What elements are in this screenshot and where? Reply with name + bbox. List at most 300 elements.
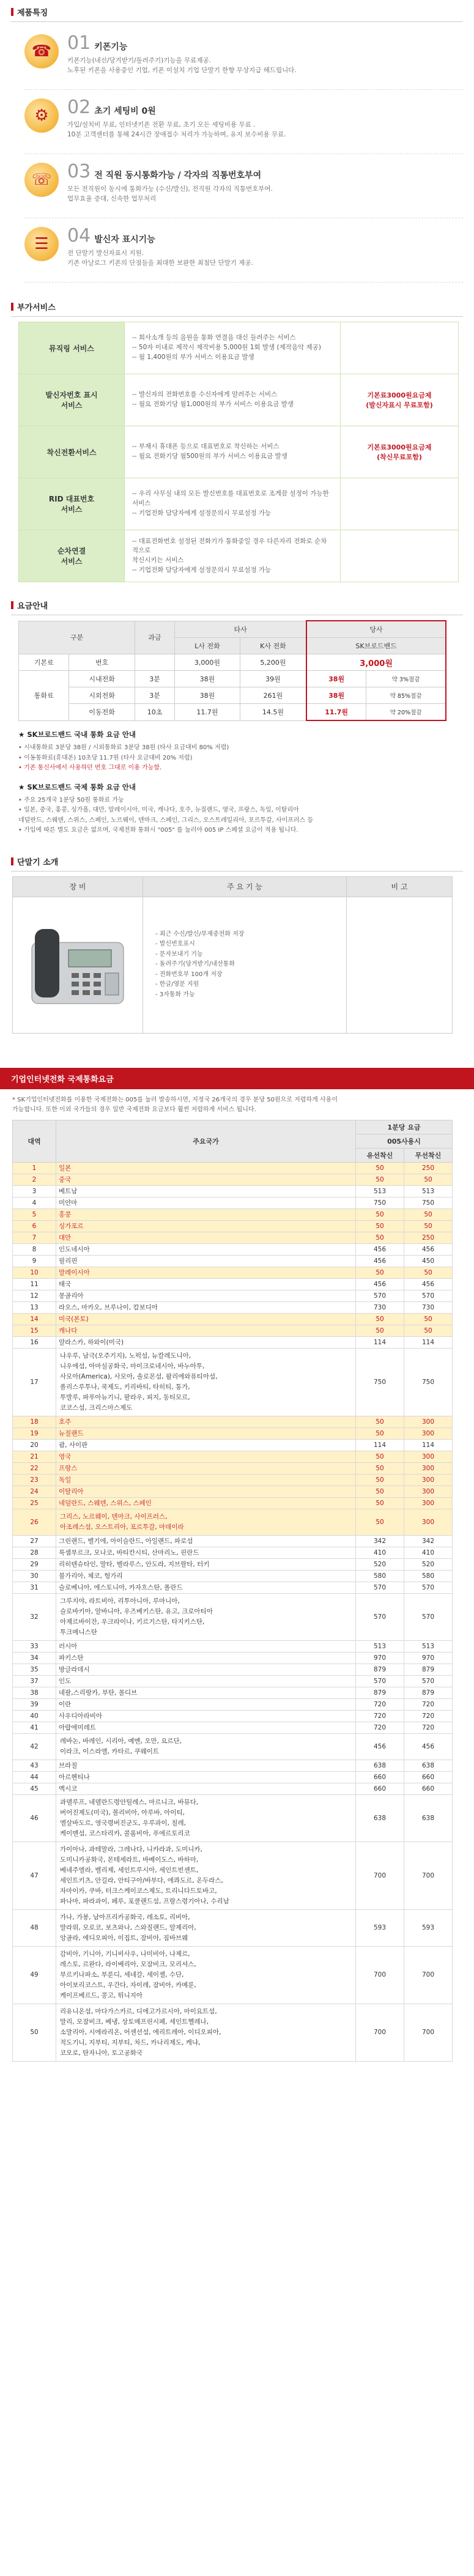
rate-area: 40 bbox=[13, 1710, 56, 1722]
rate-wired: 50 bbox=[356, 1220, 404, 1232]
rate-area: 30 bbox=[13, 1570, 56, 1582]
rate-countries: 아르헨티나 bbox=[56, 1771, 356, 1783]
rate-wired: 50 bbox=[356, 1497, 404, 1509]
rate-countries: 알라스카, 하와이(미국) bbox=[56, 1336, 356, 1348]
rate-area: 21 bbox=[13, 1451, 56, 1462]
rate-area: 47 bbox=[13, 1841, 56, 1909]
rate-row bbox=[13, 1486, 453, 1497]
rate-wired: 970 bbox=[356, 1652, 404, 1664]
feature-desc: 가입/설치비 무료, 인터넷키폰 전환 무료, 초기 모든 세팅비용 무료 . 10분 고객센터를 통해 24시간 장애접수 처리가 가능하며, 유지 보수비용 무료. bbox=[67, 121, 286, 138]
rate-mobile: 570 bbox=[404, 1290, 453, 1301]
rate-row bbox=[13, 1909, 453, 1946]
rate-row bbox=[13, 1348, 453, 1416]
feature-number: 04 bbox=[67, 225, 91, 246]
rates-head-wired: 유선착신 bbox=[356, 1148, 404, 1162]
rate-wired: 700 bbox=[356, 1946, 404, 2004]
rate-mobile: 300 bbox=[404, 1462, 453, 1474]
rate-area: 48 bbox=[13, 1909, 56, 1946]
rate-countries: 영국 bbox=[56, 1451, 356, 1462]
rate-row bbox=[13, 1582, 453, 1593]
rate-area: 13 bbox=[13, 1301, 56, 1313]
rate-row bbox=[13, 1497, 453, 1509]
rates-head-mobile: 무선착신 bbox=[404, 1148, 453, 1162]
rate-wired: 730 bbox=[356, 1301, 404, 1313]
rate-row bbox=[13, 1267, 453, 1278]
note-line: • 시내통화료 3분당 38원 / 시외통화료 3분당 38원 (타사 요금대비 80% 저렴) bbox=[18, 744, 229, 751]
fee-head-unit: 과금 bbox=[135, 621, 174, 654]
rate-row bbox=[13, 1255, 453, 1267]
rate-countries: 네덜란드, 스웨덴, 스위스, 스페인 bbox=[56, 1497, 356, 1509]
rate-wired: 456 bbox=[356, 1255, 404, 1267]
fee-head-kt: K사 전화 bbox=[240, 638, 306, 654]
fee-sub: 번호 bbox=[69, 654, 135, 671]
device-function: - 돌려주기(당겨받기/내선통화 bbox=[155, 961, 235, 968]
rate-mobile: 750 bbox=[404, 1348, 453, 1416]
section-marker bbox=[11, 303, 13, 311]
rate-row bbox=[13, 1698, 453, 1710]
rate-area: 10 bbox=[13, 1267, 56, 1278]
rate-area: 46 bbox=[13, 1794, 56, 1841]
rate-countries: 사우디아라비아 bbox=[56, 1710, 356, 1722]
rate-area: 19 bbox=[13, 1427, 56, 1439]
rate-wired: 50 bbox=[356, 1267, 404, 1278]
rate-mobile: 700 bbox=[404, 2004, 453, 2061]
rate-mobile: 50 bbox=[404, 1208, 453, 1220]
feature-number: 02 bbox=[67, 97, 91, 118]
fee-sk: 38원 bbox=[306, 671, 366, 687]
rate-area: 17 bbox=[13, 1348, 56, 1416]
rate-wired: 50 bbox=[356, 1162, 404, 1174]
fee-table bbox=[18, 620, 446, 721]
device-head-equip: 장 비 bbox=[13, 876, 143, 897]
feature-body bbox=[67, 227, 253, 268]
fee-head-sk: SK브로드밴드 bbox=[306, 638, 446, 654]
rate-area: 8 bbox=[13, 1243, 56, 1255]
rate-row bbox=[13, 1416, 453, 1427]
device-function: - 문자보내기 기능 bbox=[155, 950, 203, 958]
rate-area: 5 bbox=[13, 1208, 56, 1220]
rates-head-area: 대역 bbox=[13, 1120, 56, 1162]
fee-head-others: 타사 bbox=[175, 621, 306, 638]
note-line: • 일본, 중국, 홍콩, 싱가폴, 대만, 말레이시아, 미국, 캐나다, 호주, 뉴질랜드, 영국, 프랑스, 독일, 이탈리아 bbox=[18, 807, 299, 813]
feature-icon: ⚙ bbox=[24, 98, 59, 133]
rate-countries: 인도 bbox=[56, 1675, 356, 1687]
feature-title: 초기 세팅비 0원 bbox=[94, 106, 156, 116]
device-head-note: 비 고 bbox=[347, 876, 453, 897]
rate-countries: 브라질 bbox=[56, 1760, 356, 1771]
service-price bbox=[341, 322, 459, 374]
rate-row bbox=[13, 1462, 453, 1474]
rate-countries: 멕시코 bbox=[56, 1783, 356, 1794]
rate-countries: 호주 bbox=[56, 1416, 356, 1427]
rate-countries: 과델루프, 네델란드령안틸레스, 마르니크, 바뮤다, 버어진제도(미국), 볼리비아, 아루바, 아이티, 엘살바도르, 영국령버진군도, 우루과이, 칠레, 케이맨섬, 코스타리카, 콜롬비아, 푸에르토리코 bbox=[56, 1794, 356, 1841]
rate-mobile: 250 bbox=[404, 1162, 453, 1174]
rate-row bbox=[13, 1652, 453, 1664]
rate-row bbox=[13, 1336, 453, 1348]
rate-row bbox=[13, 1220, 453, 1232]
rate-mobile: 300 bbox=[404, 1497, 453, 1509]
rate-area: 45 bbox=[13, 1783, 56, 1794]
rate-mobile: 879 bbox=[404, 1664, 453, 1675]
rate-countries: 태국 bbox=[56, 1278, 356, 1290]
rate-mobile: 580 bbox=[404, 1570, 453, 1582]
rate-area: 4 bbox=[13, 1197, 56, 1208]
rate-row bbox=[13, 1185, 453, 1197]
rate-area: 16 bbox=[13, 1336, 56, 1348]
rate-mobile: 750 bbox=[404, 1197, 453, 1208]
rate-area: 49 bbox=[13, 1946, 56, 2004]
rate-row bbox=[13, 1675, 453, 1687]
rate-row bbox=[13, 1509, 453, 1535]
rate-wired: 50 bbox=[356, 1208, 404, 1220]
rate-area: 27 bbox=[13, 1535, 56, 1547]
rate-countries: 아랍에미레트 bbox=[56, 1722, 356, 1733]
fee-sub: 이동전화 bbox=[69, 704, 135, 721]
rate-countries: 러시아 bbox=[56, 1640, 356, 1652]
rate-row bbox=[13, 1760, 453, 1771]
fee-unit bbox=[135, 654, 174, 671]
rate-area: 11 bbox=[13, 1278, 56, 1290]
rate-mobile: 342 bbox=[404, 1535, 453, 1547]
rate-mobile: 720 bbox=[404, 1722, 453, 1733]
device-function: - 전화번호부 100개 저장 bbox=[155, 971, 223, 978]
rate-row bbox=[13, 1722, 453, 1733]
rate-row bbox=[13, 1197, 453, 1208]
feature-icon: ☰ bbox=[24, 227, 59, 261]
fee-sub: 시내전화 bbox=[69, 671, 135, 687]
section-marker bbox=[11, 8, 13, 16]
rate-area: 32 bbox=[13, 1593, 56, 1640]
rate-mobile: 50 bbox=[404, 1267, 453, 1278]
fee-lg: 38원 bbox=[175, 671, 240, 687]
rate-wired: 513 bbox=[356, 1185, 404, 1197]
domestic-notes bbox=[18, 743, 474, 774]
service-price: 기본료3000원요금제 (발신자표시 무료포함) bbox=[341, 374, 459, 426]
rate-mobile: 456 bbox=[404, 1733, 453, 1760]
rate-wired: 114 bbox=[356, 1439, 404, 1451]
rate-row bbox=[13, 1570, 453, 1582]
rate-mobile: 50 bbox=[404, 1174, 453, 1185]
rate-row bbox=[13, 1946, 453, 2004]
feature-desc: 전 단말기 발신자표시 지원. 기존 아날로그 키폰의 단점들을 최대한 보완한 최첨단 단말기 제공. bbox=[67, 250, 253, 267]
service-name: RID 대표번호 서비스 bbox=[19, 478, 125, 530]
feature-desc: 키폰기능(내선/당겨받기/돌려주기)기능을 무료제공. 노후된 키폰을 사용중인 기업, 키폰 이설치 기업 단말기 한향 무상지급 해드립니다. bbox=[67, 57, 297, 74]
rate-wired: 570 bbox=[356, 1593, 404, 1640]
rate-wired: 50 bbox=[356, 1462, 404, 1474]
rate-mobile: 456 bbox=[404, 1278, 453, 1290]
rate-mobile: 410 bbox=[404, 1547, 453, 1558]
service-desc: -- 대표전화번호 설정된 전화기가 통화중일 경우 다른자리 전화로 순차적으로 착신시키는 서비스 -- 기업전화 담당자에게 설정문의시 무료설정 가능 bbox=[125, 530, 341, 582]
rate-row bbox=[13, 1325, 453, 1336]
rate-mobile: 879 bbox=[404, 1687, 453, 1698]
rate-mobile: 50 bbox=[404, 1313, 453, 1325]
service-row bbox=[19, 478, 459, 530]
device-section bbox=[0, 849, 474, 1034]
service-desc: -- 발신자의 전화번호를 수신자에게 알려주는 서비스 -- 월요 전화기당 월1,000원의 부가 서비스 이용요금 발생 bbox=[125, 374, 341, 426]
rate-row bbox=[13, 1664, 453, 1675]
rate-countries: 이란 bbox=[56, 1698, 356, 1710]
feature-item bbox=[24, 90, 463, 154]
rate-mobile: 50 bbox=[404, 1220, 453, 1232]
rates-head-country: 주요국가 bbox=[56, 1120, 356, 1162]
fee-cat: 기본료 bbox=[19, 654, 69, 671]
feature-icon: ☏ bbox=[24, 163, 59, 197]
rate-wired: 570 bbox=[356, 1582, 404, 1593]
rate-area: 42 bbox=[13, 1733, 56, 1760]
intl-fee-title: SK브로드밴드 국제 통화 요금 안내 bbox=[27, 782, 136, 791]
rate-countries: 싱가포르 bbox=[56, 1220, 356, 1232]
feature-body bbox=[67, 34, 297, 76]
rate-area: 33 bbox=[13, 1640, 56, 1652]
device-function: - 한글/영문 지원 bbox=[155, 981, 199, 988]
fee-head-category: 구분 bbox=[19, 621, 135, 654]
fee-head-ours: 당사 bbox=[306, 621, 446, 638]
feature-head bbox=[67, 34, 297, 53]
rate-countries: 대만 bbox=[56, 1232, 356, 1243]
feature-head bbox=[67, 163, 273, 181]
rate-countries: 중국 bbox=[56, 1174, 356, 1185]
feature-body bbox=[67, 163, 273, 204]
rate-wired: 700 bbox=[356, 1841, 404, 1909]
rate-area: 28 bbox=[13, 1547, 56, 1558]
rate-wired: 520 bbox=[356, 1558, 404, 1570]
fee-lg: 38원 bbox=[175, 687, 240, 704]
rate-area: 43 bbox=[13, 1760, 56, 1771]
feature-body bbox=[67, 98, 286, 140]
note-line: • 가입에 따른 별도 요금은 없으며, 국제전화 통화시 "005" 를 눌러야 005 IP 스페셜 요금이 적용 됩니다. bbox=[18, 827, 298, 834]
fee-row bbox=[19, 654, 446, 671]
rate-wired: 593 bbox=[356, 1909, 404, 1946]
rate-area: 1 bbox=[13, 1162, 56, 1174]
rate-row bbox=[13, 1794, 453, 1841]
fee-kt: 5,200원 bbox=[240, 654, 306, 671]
rate-row bbox=[13, 1593, 453, 1640]
rate-area: 41 bbox=[13, 1722, 56, 1733]
services-title: 부가서비스 bbox=[17, 303, 56, 313]
device-function: - 발신번호표시 bbox=[155, 941, 195, 948]
feature-head bbox=[67, 98, 286, 117]
rate-countries: 레바논, 바레인, 시리아, 예멘, 오만, 요르단, 이라크, 이스라엘, 카타르, 쿠웨이트 bbox=[56, 1733, 356, 1760]
rate-countries: 뉴질랜드 bbox=[56, 1427, 356, 1439]
rate-wired: 114 bbox=[356, 1336, 404, 1348]
ip-phone-icon bbox=[26, 918, 130, 1010]
device-title: 단말기 소개 bbox=[17, 857, 59, 867]
rate-area: 9 bbox=[13, 1255, 56, 1267]
rate-mobile: 250 bbox=[404, 1232, 453, 1243]
rate-mobile: 300 bbox=[404, 1486, 453, 1497]
rate-wired: 660 bbox=[356, 1771, 404, 1783]
rate-countries: 미얀마 bbox=[56, 1197, 356, 1208]
fee-sk: 3,000원 bbox=[306, 654, 446, 671]
rates-head-per: 1분당 요금 bbox=[356, 1120, 453, 1134]
rate-mobile: 730 bbox=[404, 1301, 453, 1313]
rate-wired: 50 bbox=[356, 1232, 404, 1243]
rate-mobile: 638 bbox=[404, 1794, 453, 1841]
service-row bbox=[19, 322, 459, 374]
rate-wired: 50 bbox=[356, 1325, 404, 1336]
rate-row bbox=[13, 1427, 453, 1439]
service-name: 발신자번호 표시 서비스 bbox=[19, 374, 125, 426]
rate-mobile: 513 bbox=[404, 1640, 453, 1652]
rate-mobile: 520 bbox=[404, 1558, 453, 1570]
service-price bbox=[341, 478, 459, 530]
feature-title: 키폰기능 bbox=[94, 42, 128, 52]
rate-countries: 리히텐슈타인, 말타, 벨라루스, 안도라, 지브랄타, 터키 bbox=[56, 1558, 356, 1570]
fee-head-lg: L사 전화 bbox=[175, 638, 240, 654]
rate-wired: 638 bbox=[356, 1794, 404, 1841]
fee-kt: 39원 bbox=[240, 671, 306, 687]
section-marker bbox=[11, 857, 13, 865]
feature-item bbox=[24, 26, 463, 90]
intl-notes bbox=[18, 796, 474, 836]
service-desc: -- 회사소개 등의 음원을 통화 연결음 대신 들려주는 서비스 -- 50자 이내로 제작시 제작비용 5,000원 1회 발생 (제작음악 제공) -- 월 1,400원의 부가 서비스 이용요금 발생 bbox=[125, 322, 341, 374]
device-note bbox=[347, 897, 453, 1033]
rate-countries: 인도네시아 bbox=[56, 1243, 356, 1255]
rate-wired: 342 bbox=[356, 1535, 404, 1547]
fee-unit: 3분 bbox=[135, 687, 174, 704]
fee-save: 약 3%절감 bbox=[366, 671, 446, 687]
rate-countries: 가이아나, 과테말라, 그레나다, 니카라과, 도미니카, 도미니카공화국, 몬테세라트, 바베이도스, 바하마, 베네주엘라, 벨리제, 세인트루시아, 세인트빈센트, 세인트키츠, 안길라, 안티구아/바부다, 에콰도르, 온두라스, 자마이카, 쿠바, 터크스케이코스제도, 트리니다드토바고, 파나마, 파라과이, 페루, 포클랜드섬, 프랑스령기아나, 수리남 bbox=[56, 1841, 356, 1909]
services-table bbox=[18, 322, 459, 582]
feature-icon: ☎ bbox=[24, 34, 59, 68]
divider bbox=[11, 871, 463, 872]
rate-wired: 750 bbox=[356, 1197, 404, 1208]
rate-mobile: 50 bbox=[404, 1325, 453, 1336]
rate-row bbox=[13, 1733, 453, 1760]
rate-wired: 410 bbox=[356, 1547, 404, 1558]
fee-unit: 10초 bbox=[135, 704, 174, 721]
rate-row bbox=[13, 1208, 453, 1220]
rate-area: 20 bbox=[13, 1439, 56, 1451]
rate-mobile: 660 bbox=[404, 1771, 453, 1783]
rate-row bbox=[13, 1771, 453, 1783]
rate-countries: 라오스, 마카오, 브루나이, 캄보디아 bbox=[56, 1301, 356, 1313]
rate-area: 15 bbox=[13, 1325, 56, 1336]
rate-area: 3 bbox=[13, 1185, 56, 1197]
rate-mobile: 114 bbox=[404, 1336, 453, 1348]
device-function: - 최근 수신/발신/부재중전화 저장 bbox=[155, 930, 245, 938]
rate-row bbox=[13, 1841, 453, 1909]
rate-countries: 프랑스 bbox=[56, 1462, 356, 1474]
rate-wired: 720 bbox=[356, 1710, 404, 1722]
rate-row bbox=[13, 1640, 453, 1652]
rate-countries: 가나, 가봉, 남아프리카공화국, 레소토, 리비아, 말라위, 모로코, 보츠와나, 스와질랜드, 알제리아, 앙골라, 에디오피아, 이집트, 잠비아, 짐바브웨 bbox=[56, 1909, 356, 1946]
fee-title: 요금안내 bbox=[17, 602, 48, 611]
rate-row bbox=[13, 1710, 453, 1722]
rate-area: 7 bbox=[13, 1232, 56, 1243]
rate-countries: 필리핀 bbox=[56, 1255, 356, 1267]
rate-area: 14 bbox=[13, 1313, 56, 1325]
rate-row bbox=[13, 1474, 453, 1486]
device-head-func: 주 요 기 능 bbox=[143, 876, 347, 897]
fee-lg: 11.7원 bbox=[175, 704, 240, 721]
rate-mobile: 300 bbox=[404, 1416, 453, 1427]
rate-countries: 캐나다 bbox=[56, 1325, 356, 1336]
note-line: • 주요 25개국 1분당 50원 통화료 가능 bbox=[18, 796, 124, 804]
rate-area: 25 bbox=[13, 1497, 56, 1509]
intl-title: 기업인터넷전화 국제통화요금 bbox=[0, 1068, 474, 1089]
rate-countries: 네팔,스리랑카, 부탄, 몰디브 bbox=[56, 1687, 356, 1698]
rate-wired: 570 bbox=[356, 1290, 404, 1301]
fee-kt: 14.5원 bbox=[240, 704, 306, 721]
rate-countries: 리유니온섬, 마다가스카르, 디에고가르시아, 마이요트섬, 말리, 모잠비크, 베냉, 상토메프린시페, 세인트헬레나, 소말리아, 시에라리온, 어센션섬, 에리트레아, 이디오피아, 적도기니, 지부티, 지부티, 차드, 카나리제도, 케냐, 코모로, 탄자니아, 토고공화국 bbox=[56, 2004, 356, 2061]
rate-wired: 570 bbox=[356, 1675, 404, 1687]
rate-wired: 879 bbox=[356, 1664, 404, 1675]
fee-lg: 3,000원 bbox=[175, 654, 240, 671]
rate-area: 44 bbox=[13, 1771, 56, 1783]
rate-area: 23 bbox=[13, 1474, 56, 1486]
features-section bbox=[0, 0, 474, 295]
rate-area: 38 bbox=[13, 1687, 56, 1698]
service-price: 기본료3000원요금제 (착신무료포함) bbox=[341, 426, 459, 478]
rate-area: 39 bbox=[13, 1698, 56, 1710]
service-name: 순차연결 서비스 bbox=[19, 530, 125, 582]
rate-wired: 456 bbox=[356, 1278, 404, 1290]
fee-unit: 3분 bbox=[135, 671, 174, 687]
device-functions bbox=[143, 897, 347, 1033]
rate-countries: 미국(본토) bbox=[56, 1313, 356, 1325]
rate-row bbox=[13, 1301, 453, 1313]
rate-wired: 700 bbox=[356, 2004, 404, 2061]
rate-row bbox=[13, 1162, 453, 1174]
fee-sk: 11.7원 bbox=[306, 704, 366, 721]
service-row bbox=[19, 426, 459, 478]
rate-area: 29 bbox=[13, 1558, 56, 1570]
rate-countries: 베트남 bbox=[56, 1185, 356, 1197]
rate-countries: 일본 bbox=[56, 1162, 356, 1174]
domestic-title: SK브로드밴드 국내 통화 요금 안내 bbox=[27, 730, 136, 739]
rate-row bbox=[13, 1451, 453, 1462]
fee-row bbox=[19, 671, 446, 687]
fee-section: 요금안내 구분 과금 타사 당사 L사 전화 K사 전화 SK브로드밴드 기본료 번호 3,000원 5,200원 3,000원 통화료 시내전화 3분 38원 39원 38원 약 3%절감 시외전화 3분 38원 261원 38원 약 85%절감 이동전화 10초 11.7원 14.5원 11.7원 약 20%절감 ★ SK브로드밴드 국내 통화 요금 안내 • 시내통화료 3분당 38원 / 시외통화료 3분당 38원 (타사 요금대비 80% 저렴) • 이동통화료(휴대폰) 10초당 11.7원 (타사 요금대비 20% 저렴) • 기존 통신사에서 사용하던 번호 그대로 이용 가능함. ★ SK브로드밴드 국제 통화 요금 안내 • 주요 25개국 1분당 50원 통화료 가능 • 일본, 중국, 홍콩, 싱가폴, 대만, 말레이시아, 미국, 캐나다, 호주, 뉴질랜드, 영국, 프랑스, 독일, 이탈리아 네덜란드, 스웨덴, 스위스, 스페인, 노르웨이, 덴마크, 스페인, 그리스, 오스트레일리아, 포르투갈, 사이프러스 등 • 가입에 따른 별도 요금은 없으며, 국제전화 통화시 "005" 를 눌러야 005 IP 스페셜 요금이 적용 됩니다. bbox=[0, 593, 474, 836]
feature-number: 01 bbox=[67, 32, 91, 54]
rate-wired: 456 bbox=[356, 1243, 404, 1255]
section-marker bbox=[11, 601, 13, 609]
intl-section bbox=[0, 1068, 474, 2062]
services-section bbox=[0, 295, 474, 593]
service-desc: -- 우리 사무실 내의 모든 발신번호를 대표번호로 조게끔 설정이 가능한 서비스 -- 기업전화 담당자에게 설정문의시 무료설정 가능 bbox=[125, 478, 341, 530]
rate-row bbox=[13, 1174, 453, 1185]
rate-countries: 그린랜드, 벨기에, 아이슬란드, 아일랜드, 파로섬 bbox=[56, 1535, 356, 1547]
rate-row bbox=[13, 1290, 453, 1301]
rate-countries: 괌, 사이판 bbox=[56, 1439, 356, 1451]
rates-head-code: 005사용시 bbox=[356, 1134, 453, 1148]
feature-number: 03 bbox=[67, 161, 91, 182]
rate-mobile: 450 bbox=[404, 1255, 453, 1267]
rate-countries: 독일 bbox=[56, 1474, 356, 1486]
rate-countries: 감비아, 기니아, 기니비사우, 나미비아, 나제르, 레스토, 르완다, 라이베리아, 모잠비크, 모리셔스, 부르키나파소, 부룬디, 세네갈, 세이셸, 수단, 아이보리코스트, 우간다, 자이레, 잠비아, 카메룬, 케이프베르드, 콩고, 튀니지아 bbox=[56, 1946, 356, 2004]
rate-wired: 456 bbox=[356, 1733, 404, 1760]
rate-mobile: 456 bbox=[404, 1243, 453, 1255]
feature-desc: 모든 전직원이 동시에 통화가능 (수신/발신), 전직원 각자의 직통번호부여. 업무효율 증대, 신속한 업무처리 bbox=[67, 185, 273, 202]
rate-countries: 룩셈부르크, 모나코, 바티칸시티, 산마리노, 핀란드 bbox=[56, 1547, 356, 1558]
rate-area: 37 bbox=[13, 1675, 56, 1687]
rate-row bbox=[13, 1439, 453, 1451]
rate-area: 22 bbox=[13, 1462, 56, 1474]
feature-item bbox=[24, 154, 463, 218]
rate-wired: 750 bbox=[356, 1348, 404, 1416]
feature-title: 발신자 표시기능 bbox=[94, 235, 155, 245]
rate-wired: 50 bbox=[356, 1509, 404, 1535]
rate-row bbox=[13, 1547, 453, 1558]
rate-row bbox=[13, 1783, 453, 1794]
rate-row bbox=[13, 1243, 453, 1255]
rate-mobile: 513 bbox=[404, 1185, 453, 1197]
rate-wired: 580 bbox=[356, 1570, 404, 1582]
rate-countries: 홍콩 bbox=[56, 1208, 356, 1220]
rate-wired: 720 bbox=[356, 1698, 404, 1710]
rate-wired: 50 bbox=[356, 1486, 404, 1497]
